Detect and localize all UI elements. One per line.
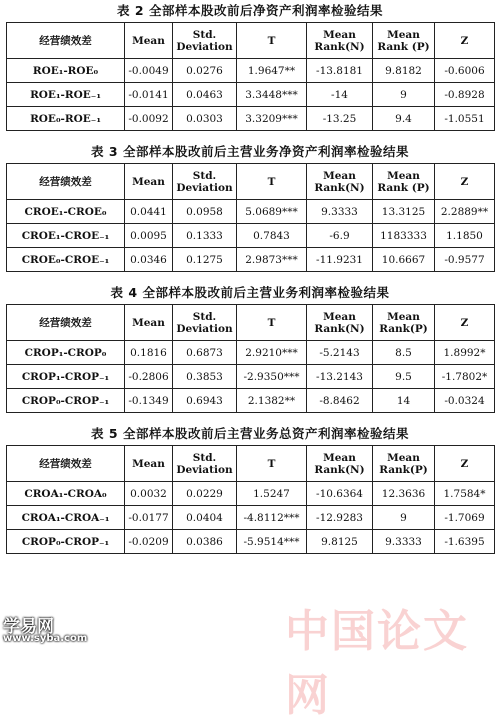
value-cell: 3.3448***	[237, 83, 307, 107]
value-cell: 3.3209***	[237, 107, 307, 131]
value-cell: -0.2806	[125, 365, 173, 389]
value-cell: -12.9283	[307, 506, 373, 530]
value-cell: -0.1349	[125, 389, 173, 413]
row-label-cell: CROE₁-CROE₀	[7, 200, 125, 224]
value-cell: 9.8125	[307, 530, 373, 554]
value-cell: -1.0551	[435, 107, 495, 131]
column-header: Mean	[125, 305, 173, 341]
value-cell: 5.0689***	[237, 200, 307, 224]
value-cell: -13.8181	[307, 59, 373, 83]
column-header: T	[237, 164, 307, 200]
value-cell: 0.0346	[125, 248, 173, 272]
value-cell: 9	[373, 83, 435, 107]
table-header-row	[7, 305, 495, 341]
results-table	[6, 445, 495, 554]
value-cell: 1.8992*	[435, 341, 495, 365]
table-caption: 表 4 全部样本股改前后主营业务利润率检验结果	[110, 285, 390, 300]
column-header: Mean Rank(P)	[373, 305, 435, 341]
value-cell: -13.25	[307, 107, 373, 131]
value-cell: 0.0303	[173, 107, 237, 131]
column-header: T	[237, 305, 307, 341]
column-header: Std. Deviation	[173, 164, 237, 200]
value-cell: 1.7584*	[435, 482, 495, 506]
value-cell: 1.1850	[435, 224, 495, 248]
value-cell: -14	[307, 83, 373, 107]
results-table	[6, 22, 495, 131]
value-cell: 1183333	[373, 224, 435, 248]
value-cell: -8.8462	[307, 389, 373, 413]
table-row	[7, 83, 495, 107]
table-row	[7, 248, 495, 272]
value-cell: -0.8928	[435, 83, 495, 107]
table-header-row	[7, 446, 495, 482]
value-cell: 0.3853	[173, 365, 237, 389]
value-cell: 1.9647**	[237, 59, 307, 83]
value-cell: 9	[373, 506, 435, 530]
column-header: Z	[435, 164, 495, 200]
column-header: Mean Rank(N)	[307, 305, 373, 341]
column-header: Mean Rank(P)	[373, 446, 435, 482]
column-header: Mean	[125, 446, 173, 482]
column-header: Mean Rank(N)	[307, 446, 373, 482]
table-header-row	[7, 164, 495, 200]
value-cell: 9.8182	[373, 59, 435, 83]
row-label-cell: CROP₁-CROP₋₁	[7, 365, 125, 389]
column-header: 经营绩效差	[7, 164, 125, 200]
column-header: T	[237, 446, 307, 482]
results-table	[6, 163, 495, 272]
value-cell: -4.8112***	[237, 506, 307, 530]
value-cell: 8.5	[373, 341, 435, 365]
row-label-cell: CROP₀-CROP₋₁	[7, 389, 125, 413]
column-header: Mean Rank(N)	[307, 23, 373, 59]
value-cell: 13.3125	[373, 200, 435, 224]
value-cell: 9.3333	[307, 200, 373, 224]
value-cell: 0.0229	[173, 482, 237, 506]
table-caption: 表 5 全部样本股改前后主营业务总资产利润率检验结果	[91, 426, 409, 441]
value-cell: -11.9231	[307, 248, 373, 272]
value-cell: 9.3333	[373, 530, 435, 554]
column-header: Mean	[125, 23, 173, 59]
value-cell: 2.1382**	[237, 389, 307, 413]
value-cell: -0.0177	[125, 506, 173, 530]
value-cell: 0.1816	[125, 341, 173, 365]
column-header: Std. Deviation	[173, 23, 237, 59]
column-header: Mean	[125, 164, 173, 200]
column-header: Mean Rank (P)	[373, 164, 435, 200]
watermark-site-name: 学易网	[3, 617, 54, 637]
column-header: 经营绩效差	[7, 305, 125, 341]
value-cell: 0.0276	[173, 59, 237, 83]
column-header: T	[237, 23, 307, 59]
table-row	[7, 365, 495, 389]
value-cell: -2.9350***	[237, 365, 307, 389]
row-label-cell: CROE₁-CROE₋₁	[7, 224, 125, 248]
value-cell: 2.9210***	[237, 341, 307, 365]
watermark-stamp: 中国论文网	[285, 606, 469, 721]
value-cell: 0.0404	[173, 506, 237, 530]
column-header: Std. Deviation	[173, 446, 237, 482]
table-header-row	[7, 23, 495, 59]
value-cell: -0.6006	[435, 59, 495, 83]
column-header: Z	[435, 446, 495, 482]
value-cell: -5.2143	[307, 341, 373, 365]
value-cell: -0.0049	[125, 59, 173, 83]
value-cell: -5.9514***	[237, 530, 307, 554]
value-cell: 0.0032	[125, 482, 173, 506]
value-cell: 0.6943	[173, 389, 237, 413]
value-cell: -10.6364	[307, 482, 373, 506]
row-label-cell: CROA₁-CROA₀	[7, 482, 125, 506]
table-row	[7, 482, 495, 506]
value-cell: 0.0095	[125, 224, 173, 248]
value-cell: 9.5	[373, 365, 435, 389]
value-cell: -0.0141	[125, 83, 173, 107]
value-cell: 10.6667	[373, 248, 435, 272]
value-cell: 0.1333	[173, 224, 237, 248]
value-cell: 9.4	[373, 107, 435, 131]
column-header: Mean Rank(N)	[307, 164, 373, 200]
value-cell: 0.0441	[125, 200, 173, 224]
row-label-cell: ROE₁-ROE₋₁	[7, 83, 125, 107]
value-cell: -0.0209	[125, 530, 173, 554]
column-header: 经营绩效差	[7, 446, 125, 482]
value-cell: -0.0092	[125, 107, 173, 131]
value-cell: -6.9	[307, 224, 373, 248]
table-row	[7, 530, 495, 554]
row-label-cell: CROA₁-CROA₋₁	[7, 506, 125, 530]
row-label-cell: ROE₁-ROE₀	[7, 59, 125, 83]
column-header: Z	[435, 305, 495, 341]
value-cell: -1.6395	[435, 530, 495, 554]
results-table	[6, 304, 495, 413]
table-row	[7, 107, 495, 131]
table-row	[7, 506, 495, 530]
value-cell: 0.1275	[173, 248, 237, 272]
value-cell: 0.7843	[237, 224, 307, 248]
table-caption: 表 2 全部样本股改前后净资产利润率检验结果	[117, 3, 383, 18]
value-cell: -0.0324	[435, 389, 495, 413]
value-cell: 0.0463	[173, 83, 237, 107]
value-cell: 0.0958	[173, 200, 237, 224]
value-cell: -1.7069	[435, 506, 495, 530]
column-header: 经营绩效差	[7, 23, 125, 59]
row-label-cell: ROE₀-ROE₋₁	[7, 107, 125, 131]
watermark-site-url: www.syba.com	[3, 633, 88, 644]
value-cell: 14	[373, 389, 435, 413]
column-header: Z	[435, 23, 495, 59]
row-label-cell: CROP₁-CROP₀	[7, 341, 125, 365]
table-row	[7, 389, 495, 413]
table-row	[7, 59, 495, 83]
value-cell: 2.2889**	[435, 200, 495, 224]
table-row	[7, 200, 495, 224]
value-cell: 0.6873	[173, 341, 237, 365]
value-cell: -13.2143	[307, 365, 373, 389]
value-cell: 0.0386	[173, 530, 237, 554]
table-row	[7, 341, 495, 365]
value-cell: 1.5247	[237, 482, 307, 506]
value-cell: 2.9873***	[237, 248, 307, 272]
column-header: Mean Rank (P)	[373, 23, 435, 59]
row-label-cell: CROP₀-CROP₋₁	[7, 530, 125, 554]
value-cell: -0.9577	[435, 248, 495, 272]
row-label-cell: CROE₀-CROE₋₁	[7, 248, 125, 272]
column-header: Std. Deviation	[173, 305, 237, 341]
value-cell: -1.7802*	[435, 365, 495, 389]
value-cell: 12.3636	[373, 482, 435, 506]
table-row	[7, 224, 495, 248]
table-caption: 表 3 全部样本股改前后主营业务净资产利润率检验结果	[91, 144, 409, 159]
